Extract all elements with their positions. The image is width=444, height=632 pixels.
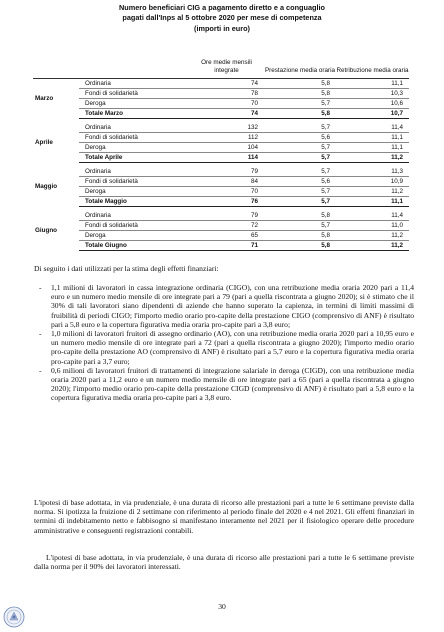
table-total-row — [33, 196, 409, 206]
cell-retr: 11,2 — [336, 186, 409, 196]
cell-ore: 74 — [189, 108, 264, 118]
row-label: Deroga — [79, 186, 189, 196]
row-label: Totale Maggio — [79, 196, 189, 206]
cell-retr: 11,3 — [336, 167, 409, 177]
cell-prest: 5,7 — [264, 152, 336, 162]
cell-prest: 5,8 — [264, 108, 336, 118]
cell-prest: 5,8 — [264, 230, 336, 240]
table-row — [33, 132, 409, 142]
cell-ore: 72 — [189, 220, 264, 230]
cell-retr: 11,4 — [336, 123, 409, 133]
table-total-row — [33, 152, 409, 162]
cell-ore: 112 — [189, 132, 264, 142]
table-header-row — [33, 57, 409, 78]
cell-ore: 70 — [189, 98, 264, 108]
cell-prest: 5,7 — [264, 98, 336, 108]
cell-prest: 5,8 — [264, 78, 336, 88]
table-row — [33, 186, 409, 196]
table-title-line-1: Numero beneficiari CIG a pagamento diretto e a conguaglio — [119, 3, 325, 12]
row-label: Ordinaria — [79, 78, 189, 88]
cell-ore: 132 — [189, 123, 264, 133]
dash-icon: - — [39, 283, 42, 292]
cell-retr: 11,1 — [336, 142, 409, 152]
month-label: Maggio — [35, 183, 58, 191]
table-row — [33, 230, 409, 240]
month-label: Aprile — [35, 139, 53, 147]
table-row — [33, 167, 409, 177]
cell-retr: 11,1 — [336, 196, 409, 206]
table-row — [33, 78, 409, 88]
cell-ore: 74 — [189, 78, 264, 88]
page-number: 30 — [218, 602, 226, 611]
header-retribuzione: Retribuzione media oraria — [336, 57, 409, 78]
month-label: Marzo — [35, 95, 54, 103]
row-label: Totale Marzo — [79, 108, 189, 118]
paragraph-base-hypothesis: L'ipotesi di base adottata, in via prudenziale, è una durata di ricorso alle prestazioni pari a tutte le 6 settimane previste dalla norma. Si ipotizza la fruizione di 2 settimane con riferimento al periodo finale del 2020 e 4 nel 2021. Gli effetti finanziari in termini di indebitamento netto e fabbisogno si manifestano interamente nel 2021 per il fisiologico operare delle procedure amministrative e conseguenti registrazioni contabili. — [34, 498, 414, 535]
table-row — [33, 211, 409, 221]
header-prestazione: Prestazione media oraria — [264, 57, 336, 78]
cell-retr: 10,7 — [336, 108, 409, 118]
cell-prest: 5,8 — [264, 240, 336, 250]
cell-retr: 11,2 — [336, 240, 409, 250]
data-bullet-list — [34, 283, 414, 403]
cell-retr: 11,4 — [336, 211, 409, 221]
cell-retr: 11,0 — [336, 220, 409, 230]
table-row — [33, 98, 409, 108]
row-label: Deroga — [79, 98, 189, 108]
header-ore: Ore medie mensili integrate — [189, 57, 264, 78]
cell-ore: 114 — [189, 152, 264, 162]
cell-retr: 10,9 — [336, 176, 409, 186]
cell-ore: 104 — [189, 142, 264, 152]
table-row — [33, 176, 409, 186]
bullet-text: 1,1 milioni di lavoratori in cassa integrazione ordinaria (CIGO), con una retribuzione media oraria 2020 pari a 11,4 euro e un numero medio mensile di ore integrate pari a 79 (pari a quella riscontrata a giugno 2020); si è stimato che il 30% di tali lavoratori siano dipendenti di aziende che hanno superato la capienza, in termini di limiti massimi di fruibilità di periodi CIGO; l'importo medio orario pro-capite della prestazione CIGO (comprensivo di ANF) è risultato pari a 5,8 euro e la copertura figurativa media oraria pro-capite pari a 3,8 euro; — [51, 283, 414, 329]
cell-ore: 79 — [189, 211, 264, 221]
table-total-row — [33, 108, 409, 118]
cell-retr: 10,6 — [336, 98, 409, 108]
cell-ore: 78 — [189, 88, 264, 98]
cell-prest: 5,6 — [264, 176, 336, 186]
cell-retr: 11,2 — [336, 230, 409, 240]
month-label: Giugno — [35, 227, 58, 235]
cell-retr: 11,2 — [336, 152, 409, 162]
cell-retr: 10,3 — [336, 88, 409, 98]
cell-prest: 5,7 — [264, 167, 336, 177]
row-label: Totale Giugno — [79, 240, 189, 250]
row-label: Fondi di solidarietà — [79, 220, 189, 230]
row-label: Fondi di solidarietà — [79, 176, 189, 186]
cell-ore: 84 — [189, 176, 264, 186]
intro-paragraph: Di seguito i dati utilizzati per la stima degli effetti finanziari: — [34, 264, 219, 273]
cell-prest: 5,6 — [264, 132, 336, 142]
beneficiaries-table — [33, 57, 409, 251]
row-label: Fondi di solidarietà — [79, 132, 189, 142]
bullet-item — [34, 366, 414, 403]
row-label: Deroga — [79, 142, 189, 152]
table-row — [33, 88, 409, 98]
cell-retr: 11,1 — [336, 132, 409, 142]
cell-ore: 76 — [189, 196, 264, 206]
cell-prest: 5,7 — [264, 220, 336, 230]
bullet-item — [34, 329, 414, 366]
cell-prest: 5,8 — [264, 88, 336, 98]
table-title-line-2: pagati dall'Inps al 5 ottobre 2020 per mese di competenza — [122, 13, 322, 23]
dash-icon: - — [39, 329, 42, 339]
row-label: Ordinaria — [79, 167, 189, 177]
table-title — [60, 3, 384, 34]
row-label: Fondi di solidarietà — [79, 88, 189, 98]
cell-ore: 70 — [189, 186, 264, 196]
cell-prest: 5,7 — [264, 123, 336, 133]
cell-prest: 5,7 — [264, 196, 336, 206]
row-label: Deroga — [79, 230, 189, 240]
cell-ore: 71 — [189, 240, 264, 250]
cell-prest: 5,8 — [264, 211, 336, 221]
table-total-row — [33, 240, 409, 250]
row-label: Ordinaria — [79, 211, 189, 221]
cell-ore: 79 — [189, 167, 264, 177]
row-label: Ordinaria — [79, 123, 189, 133]
dash-icon: - — [39, 365, 42, 375]
table-title-line-3: (importi in euro) — [194, 23, 250, 33]
cell-prest: 5,7 — [264, 142, 336, 152]
table-row — [33, 142, 409, 152]
bullet-text: 1,0 milioni di lavoratori fruitori di assegno ordinario (AO), con una retribuzione media oraria 2020 pari a 10,95 euro e un numero medio mensile di ore integrate pari a 72 (pari a quella riscontrata a giugno 2020); l'importo medio orario pro-capite della prestazione AO (comprensivo di ANF) è risultato pari a 5,7 euro e la copertura figurativa media oraria pro-capite pari a 3,7 euro; — [51, 329, 414, 366]
parliament-seal-icon — [3, 606, 25, 628]
paragraph-base-hypothesis-2: L'ipotesi di base adottata, in via prudenziale, è una durata di ricorso alle prestazioni pari a tutte le 6 settimane previste dalla norma per il 90% dei lavoratori interessati. — [34, 553, 414, 572]
table-row — [33, 123, 409, 133]
row-label: Totale Aprile — [79, 152, 189, 162]
cell-ore: 65 — [189, 230, 264, 240]
table-row — [33, 220, 409, 230]
cell-prest: 5,7 — [264, 186, 336, 196]
bullet-item — [34, 283, 414, 329]
cell-retr: 11,1 — [336, 78, 409, 88]
bullet-text: 0,6 milioni di lavoratori fruitori di trattamenti di integrazione salariale in deroga (CIGD), con una retribuzione media oraria 2020 pari a 11,2 euro e un numero medio mensile di ore integrate pari a 65 (pari a quella riscontrata a giugno 2020); l'importo medio orario pro-capite della prestazione CIGD (comprensivo di ANF) è risultato pari a 5,8 euro e la copertura figurativa media oraria pro-capite pari a 3,8 euro. — [51, 365, 414, 403]
